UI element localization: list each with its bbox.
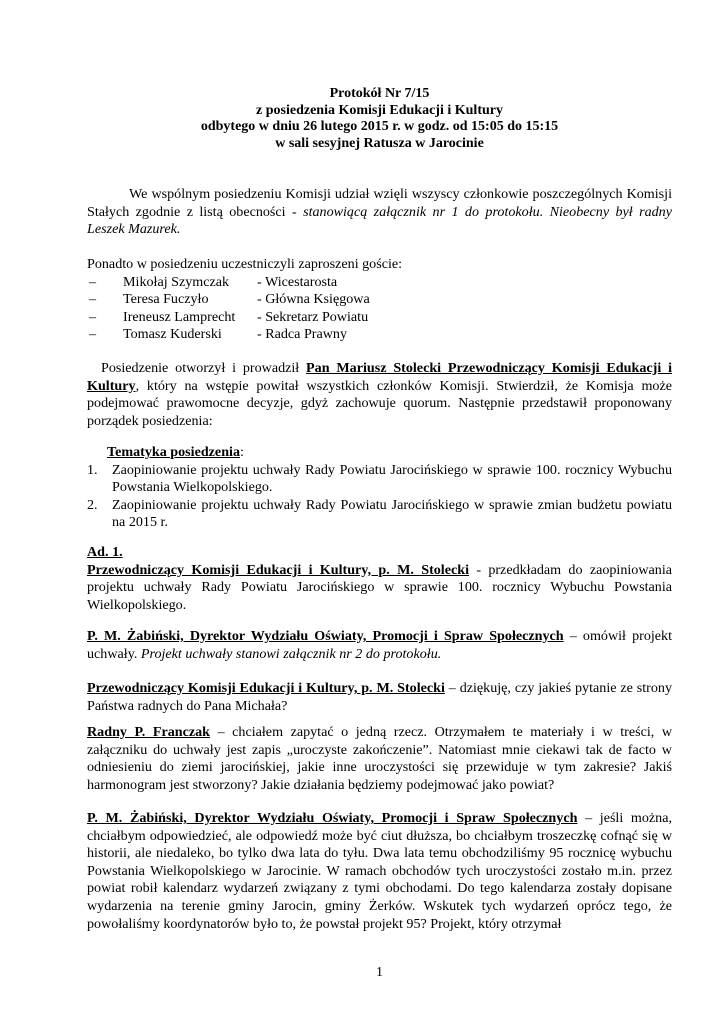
title-line-2: z posiedzenia Komisji Edukacji i Kultury: [256, 102, 503, 118]
title-line-3: odbytego w dniu 26 lutego 2015 r. w godz. od 15:05 do 15:15: [200, 119, 559, 135]
statement-text: – jeśli można, chciałbym odpowiedzieć, ale odpowiedź może być ciut dłuższa, bo chciałbym troszeczkę cofnąć się w historii, ale niedaleko, bo tylko dwa lata do tyłu. Dwa lata temu obchodziliśmy 95 rocznicę wybuchu Powstania Wielkopolskiego w Jarocinie. W ramach obchodów tych uroczystości zostało m.in. przez powiat robił kalendarz wydarzeń związany z tymi obchodami. Do tego kalendarza zostały dopisane wydarzenia na terenie gminy Jarocin, gminy Żerków. Wskutek tych wydarzeń oprócz tego, że powołaliśmy koordynatorów było to, że powstał projekt 95? Projekt, który otrzymał: [87, 810, 673, 932]
guest-item: [87, 274, 672, 292]
guest-item: [87, 291, 672, 309]
dash-bullet: –: [89, 273, 97, 290]
statement-text: – dziękuję, czy jakieś pytanie ze strony Państwa radnych do Pana Michała?: [87, 680, 672, 714]
speaker-name: Radny P. Franczak: [87, 724, 211, 740]
statement-paragraph: [87, 810, 672, 933]
guest-item: [87, 309, 672, 327]
guests-heading: Ponadto w posiedzeniu uczestniczyli zaproszeni goście:: [87, 256, 403, 272]
chair-name: Pan Mariusz Stolecki Przewodniczący Komisji Edukacji i Kultury: [87, 360, 672, 394]
intro-paragraph: [87, 186, 672, 239]
agenda-colon: :: [240, 444, 244, 460]
ad1-section: [87, 544, 672, 614]
statement-text: - przedkładam do zaopiniowania projektu uchwały Rady Powiatu Jarocińskiego w sprawie 100. rocznicy Wybuchu Powstania Wielkopolskiego.: [87, 561, 673, 613]
opening-pre: Posiedzenie otworzył i prowadził: [101, 360, 307, 376]
agenda-item-text: Zaopiniowanie projektu uchwały Rady Powiatu Jarocińskiego w sprawie zmian budżetu powiatu na 2015 r.: [112, 496, 672, 531]
statement-italic: Projekt uchwały stanowi załącznik nr 2 do protokołu.: [140, 645, 442, 662]
page-number: 1: [376, 965, 383, 980]
speaker-name: Przewodniczący Komisji Edukacji i Kultury, p. M. Stolecki: [87, 680, 445, 696]
guest-name: Tomasz Kuderski: [123, 326, 222, 343]
statement-text: – omówił projekt uchwały.: [87, 628, 672, 662]
intro-italic: stanowiącą załącznik nr 1 do protokołu. Nieobecny był radny Leszek Mazurek.: [87, 203, 672, 238]
statement-paragraph: [87, 724, 672, 794]
guest-role: - Wicestarosta: [257, 273, 338, 290]
agenda-section: [87, 444, 672, 532]
agenda-item-text: Zaopiniowanie projektu uchwały Rady Powiatu Jarocińskiego w sprawie 100. rocznicy Wybuchu Powstania Wielkopolskiego.: [112, 461, 672, 496]
guest-role: - Sekretarz Powiatu: [257, 308, 369, 325]
dash-bullet: –: [89, 308, 97, 325]
agenda-item-number: 1.: [87, 461, 98, 478]
agenda-item-number: 2.: [87, 496, 98, 513]
agenda-item: [87, 462, 672, 497]
title-line-1: Protokół Nr 7/15: [329, 86, 430, 101]
agenda-heading: Tematyka posiedzenia: [107, 444, 240, 460]
opening-paragraph: [87, 360, 672, 430]
guest-role: - Główna Księgowa: [257, 291, 370, 308]
agenda-item: [87, 497, 672, 532]
statement-text: – chciałem zapytać o jedną rzecz. Otrzymałem te materiały i w treści, w załączniku do uchwały jest zapis „uroczyste zakończenie”. Natomiast mnie ciekawi tak de facto w odniesieniu do ziemi jarocińskiej, jakie inne uroczystości się przewiduje w tym zakresie? Jakiś harmonogram jest stworzony? Jakie działania będziemy podejmować jako powiat?: [87, 724, 672, 793]
speaker-name: Przewodniczący Komisji Edukacji i Kultury, p. M. Stolecki: [87, 561, 469, 578]
dash-bullet: –: [89, 291, 97, 308]
guest-item: [87, 326, 672, 344]
intro-text: We wspólnym posiedzeniu Komisji udział wzięli wszyscy członkowie poszczególnych Komisji Stałych zgodnie z listą obecności -: [87, 186, 672, 220]
guest-name: Teresa Fuczyło: [123, 291, 209, 308]
document-title: [87, 86, 672, 152]
statement-paragraph: [87, 628, 672, 663]
title-line-4: w sali sesyjnej Ratusza w Jarocinie: [275, 135, 484, 151]
guest-name: Mikołaj Szymczak: [123, 273, 230, 290]
speaker-name: P. M. Żabiński, Dyrektor Wydziału Oświaty, Promocji i Spraw Społecznych: [87, 628, 564, 644]
guests-section: [87, 256, 672, 344]
ad1-heading: Ad. 1.: [87, 544, 123, 560]
opening-post: , który na wstępie powitał wszystkich członków Komisji. Stwierdził, że Komisja może podejmować prawomocne decyzje, gdyż zachowuje quorum. Następnie przedstawił proponowany porządek posiedzenia:: [87, 377, 672, 429]
guest-role: - Radca Prawny: [257, 326, 348, 343]
dash-bullet: –: [89, 326, 97, 343]
statement-paragraph: [87, 680, 672, 715]
speaker-name: P. M. Żabiński, Dyrektor Wydziału Oświaty, Promocji i Spraw Społecznych: [87, 810, 578, 826]
guest-name: Ireneusz Lamprecht: [123, 308, 236, 325]
